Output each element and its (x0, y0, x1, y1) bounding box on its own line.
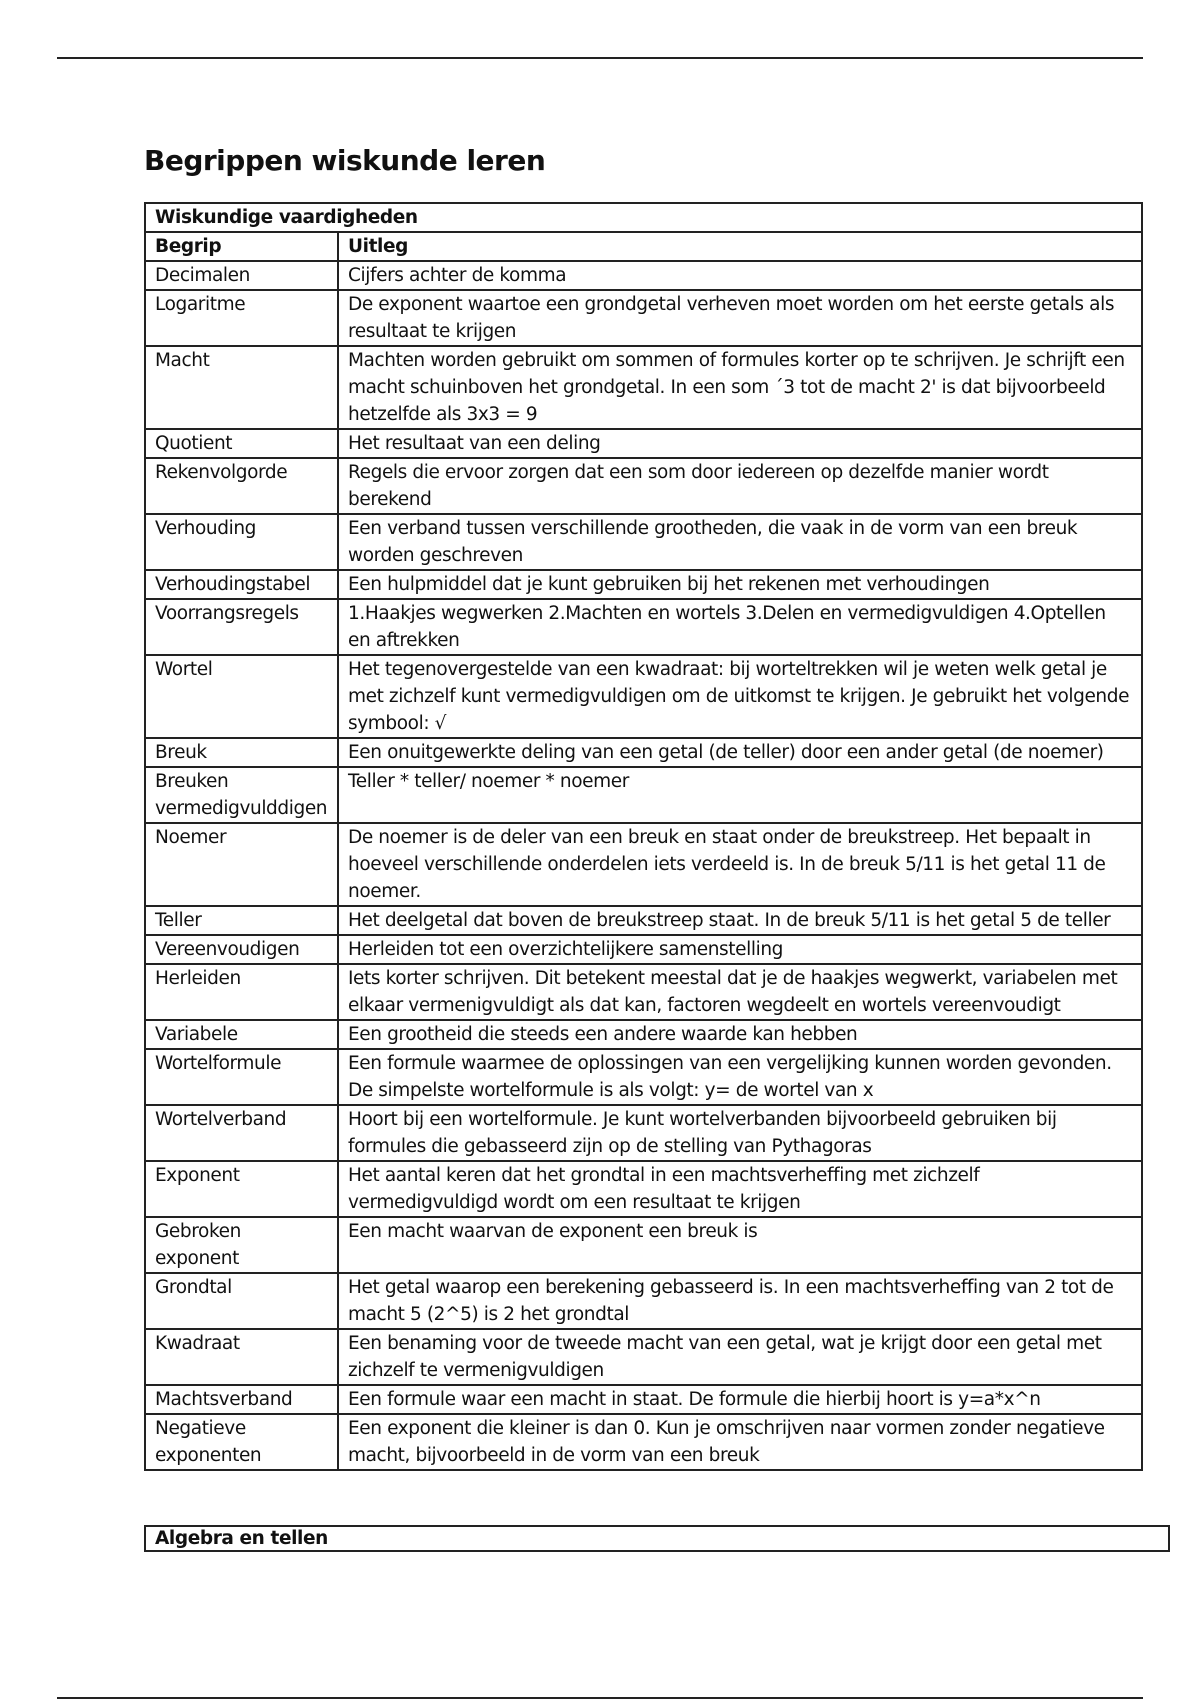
table-row (145, 767, 1142, 823)
table-row (145, 1329, 1142, 1385)
table-row (145, 429, 1142, 458)
explanation-cell: Teller * teller/ noemer * noemer (338, 767, 1142, 823)
explanation-cell: Het getal waarop een berekening gebasseerd is. In een machtsverheffing van 2 tot de macht 5 (2^5) is 2 het grondtal (338, 1273, 1142, 1329)
table-row (145, 1020, 1142, 1049)
term-cell: Wortelformule (145, 1049, 338, 1105)
explanation-cell: Een formule waarmee de oplossingen van een vergelijking kunnen worden gevonden. De simpelste wortelformule is als volgt: y= de wortel van x (338, 1049, 1142, 1105)
section-title: Wiskundige vaardigheden (145, 203, 1142, 232)
table-row (145, 514, 1142, 570)
explanation-cell: Een benaming voor de tweede macht van een getal, wat je krijgt door een getal met zichzelf te vermenigvuldigen (338, 1329, 1142, 1385)
table-section-header (145, 203, 1142, 232)
explanation-cell: Een formule waar een macht in staat. De formule die hierbij hoort is y=a*x^n (338, 1385, 1142, 1414)
term-cell: Decimalen (145, 261, 338, 290)
term-cell: Negatieve exponenten (145, 1414, 338, 1470)
page-title: Begrippen wiskunde leren (144, 144, 546, 177)
table-row (145, 1105, 1142, 1161)
section-title: Algebra en tellen (155, 1528, 328, 1549)
term-cell: Grondtal (145, 1273, 338, 1329)
term-cell: Verhouding (145, 514, 338, 570)
header-rule (57, 57, 1143, 59)
term-cell: Breuk (145, 738, 338, 767)
explanation-cell: Cijfers achter de komma (338, 261, 1142, 290)
column-header-explanation: Uitleg (338, 232, 1142, 261)
table-row (145, 738, 1142, 767)
terms-table (144, 202, 1143, 1471)
term-cell: Macht (145, 346, 338, 429)
table-row (145, 599, 1142, 655)
term-cell: Kwadraat (145, 1329, 338, 1385)
explanation-cell: Een onuitgewerkte deling van een getal (de teller) door een ander getal (de noemer) (338, 738, 1142, 767)
table-column-headers (145, 232, 1142, 261)
explanation-cell: De noemer is de deler van een breuk en staat onder de breukstreep. Het bepaalt in hoeveel verschillende onderdelen iets verdeeld is. In de breuk 5/11 is het getal 11 de noemer. (338, 823, 1142, 906)
section-algebra-header (144, 1525, 1170, 1552)
explanation-cell: Een exponent die kleiner is dan 0. Kun je omschrijven naar vormen zonder negatieve macht, bijvoorbeeld in de vorm van een breuk (338, 1414, 1142, 1470)
table-row (145, 1161, 1142, 1217)
term-cell: Variabele (145, 1020, 338, 1049)
explanation-cell: De exponent waartoe een grondgetal verheven moet worden om het eerste getals als resultaat te krijgen (338, 290, 1142, 346)
explanation-cell: Een macht waarvan de exponent een breuk is (338, 1217, 1142, 1273)
term-cell: Wortel (145, 655, 338, 738)
table-row (145, 570, 1142, 599)
term-cell: Logaritme (145, 290, 338, 346)
table-row (145, 655, 1142, 738)
table-row (145, 823, 1142, 906)
term-cell: Vereenvoudigen (145, 935, 338, 964)
table-row (145, 964, 1142, 1020)
term-cell: Herleiden (145, 964, 338, 1020)
terms-table-body (145, 261, 1142, 1470)
explanation-cell: Het tegenovergestelde van een kwadraat: bij worteltrekken wil je weten welk getal je met zichzelf kunt vermedigvuldigen om de uitkomst te krijgen. Je gebruikt het volgende symbool: √ (338, 655, 1142, 738)
explanation-cell: Het deelgetal dat boven de breukstreep staat. In de breuk 5/11 is het getal 5 de teller (338, 906, 1142, 935)
term-cell: Wortelverband (145, 1105, 338, 1161)
explanation-cell: Een verband tussen verschillende grootheden, die vaak in de vorm van een breuk worden geschreven (338, 514, 1142, 570)
table-row (145, 1217, 1142, 1273)
term-cell: Verhoudingstabel (145, 570, 338, 599)
explanation-cell: Machten worden gebruikt om sommen of formules korter op te schrijven. Je schrijft een macht schuinboven het grondgetal. In een som ´3 tot de macht 2' is dat bijvoorbeeld hetzelfde als 3x3 = 9 (338, 346, 1142, 429)
explanation-cell: 1.Haakjes wegwerken 2.Machten en wortels 3.Delen en vermedigvuldigen 4.Optellen en aftrekken (338, 599, 1142, 655)
table-row (145, 906, 1142, 935)
term-cell: Gebroken exponent (145, 1217, 338, 1273)
explanation-cell: Het aantal keren dat het grondtal in een machtsverheffing met zichzelf vermedigvuldigd wordt om een resultaat te krijgen (338, 1161, 1142, 1217)
explanation-cell: Een hulpmiddel dat je kunt gebruiken bij het rekenen met verhoudingen (338, 570, 1142, 599)
table-row (145, 1049, 1142, 1105)
table-row (145, 1385, 1142, 1414)
term-cell: Rekenvolgorde (145, 458, 338, 514)
explanation-cell: Herleiden tot een overzichtelijkere samenstelling (338, 935, 1142, 964)
footer-rule (57, 1697, 1143, 1699)
table-row (145, 1414, 1142, 1470)
explanation-cell: Regels die ervoor zorgen dat een som door iedereen op dezelfde manier wordt berekend (338, 458, 1142, 514)
explanation-cell: Een grootheid die steeds een andere waarde kan hebben (338, 1020, 1142, 1049)
term-cell: Machtsverband (145, 1385, 338, 1414)
table-row (145, 935, 1142, 964)
term-cell: Voorrangsregels (145, 599, 338, 655)
term-cell: Noemer (145, 823, 338, 906)
table-row (145, 1273, 1142, 1329)
table-row (145, 458, 1142, 514)
table-row (145, 290, 1142, 346)
term-cell: Quotient (145, 429, 338, 458)
term-cell: Teller (145, 906, 338, 935)
explanation-cell: Het resultaat van een deling (338, 429, 1142, 458)
explanation-cell: Iets korter schrijven. Dit betekent meestal dat je de haakjes wegwerkt, variabelen met elkaar vermenigvuldigt als dat kan, factoren wegdeelt en wortels vereenvoudigt (338, 964, 1142, 1020)
table-row (145, 261, 1142, 290)
explanation-cell: Hoort bij een wortelformule. Je kunt wortelverbanden bijvoorbeeld gebruiken bij formules die gebasseerd zijn op de stelling van Pythagoras (338, 1105, 1142, 1161)
column-header-term: Begrip (145, 232, 338, 261)
term-cell: Exponent (145, 1161, 338, 1217)
term-cell: Breuken vermedigvulddigen (145, 767, 338, 823)
table-row (145, 346, 1142, 429)
